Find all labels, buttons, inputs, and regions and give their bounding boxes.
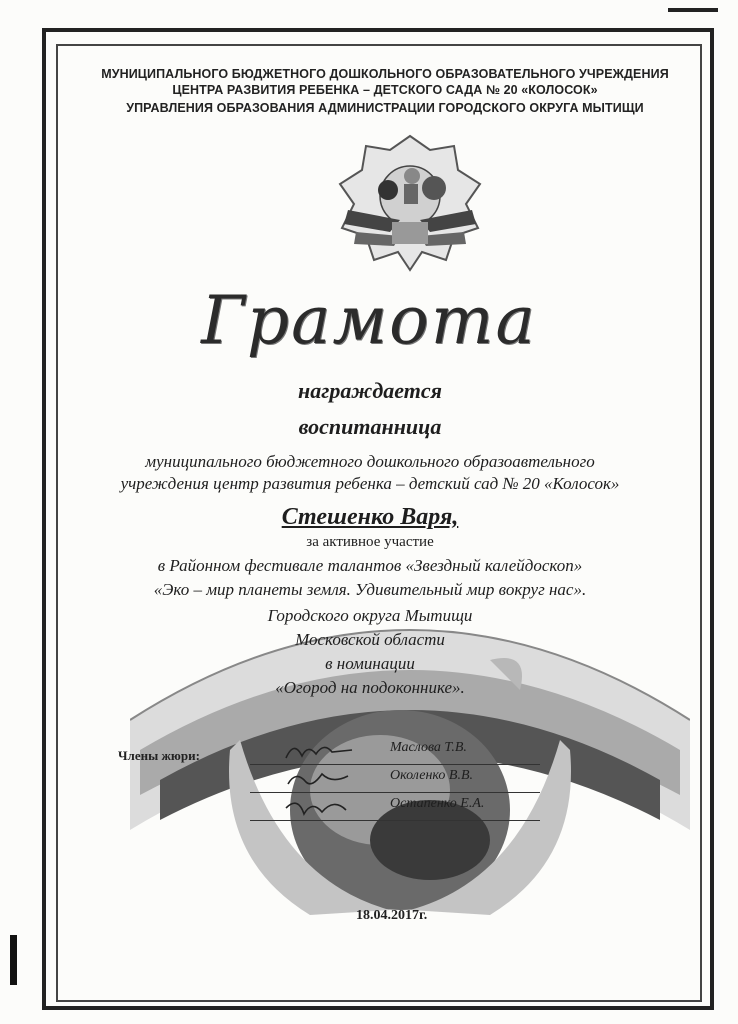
signature-name-1: Маслова Т.В. — [390, 740, 467, 755]
header-line-1: МУНИЦИПАЛЬНОГО БЮДЖЕТНОГО ДОШКОЛЬНОГО ОБРАЗОВАТЕЛЬНОГО УЧРЕЖДЕНИЯ — [101, 67, 669, 81]
signature-line-3 — [250, 820, 540, 821]
reason-text: за активное участие — [306, 534, 434, 550]
signature-line-2 — [250, 792, 540, 793]
certificate-date: 18.04.2017г. — [356, 908, 428, 923]
signature-scribble-3 — [282, 794, 362, 820]
signature-scribble-1 — [282, 738, 362, 764]
recipient-role: воспитанница — [298, 414, 442, 439]
region-line-1: Городского округа Мытищи — [267, 606, 473, 625]
nomination-label: в номинации — [325, 654, 415, 673]
nomination-title: «Огород на подоконнике». — [275, 678, 465, 697]
institution-line-2: учреждения центр развития ребенка – детский сад № 20 «Колосок» — [120, 474, 620, 493]
certificate-title: Грамота — [201, 282, 537, 359]
header-line-3: УПРАВЛЕНИЯ ОБРАЗОВАНИЯ АДМИНИСТРАЦИИ ГОРОДСКОГО ОКРУГА МЫТИЩИ — [126, 101, 644, 115]
region-line-2: Московской области — [295, 630, 445, 649]
jury-label: Члены жюри: — [118, 748, 200, 763]
kindergarten-emblem-icon — [330, 132, 490, 272]
festival-line-1: в Районном фестивале талантов «Звездный калейдоскоп» — [157, 556, 583, 575]
signature-scribble-2 — [282, 766, 362, 792]
signature-name-3: Остапенко Е.А. — [390, 796, 485, 811]
header-line-2: ЦЕНТРА РАЗВИТИЯ РЕБЕНКА – ДЕТСКОГО САДА № 20 «КОЛОСОК» — [172, 83, 598, 97]
signature-name-2: Околенко В.В. — [390, 768, 474, 783]
recipient-name: Стешенко Варя, — [281, 504, 459, 530]
scan-artifact-top — [668, 8, 718, 12]
festival-line-2: «Эко – мир планеты земля. Удивительный мир вокруг нас». — [153, 580, 587, 599]
awarded-text: награждается — [298, 378, 442, 403]
scan-artifact-left — [10, 935, 17, 985]
institution-line-1: муниципального бюджетного дошкольного образоавтельного — [145, 452, 595, 471]
signature-line-1 — [250, 764, 540, 765]
